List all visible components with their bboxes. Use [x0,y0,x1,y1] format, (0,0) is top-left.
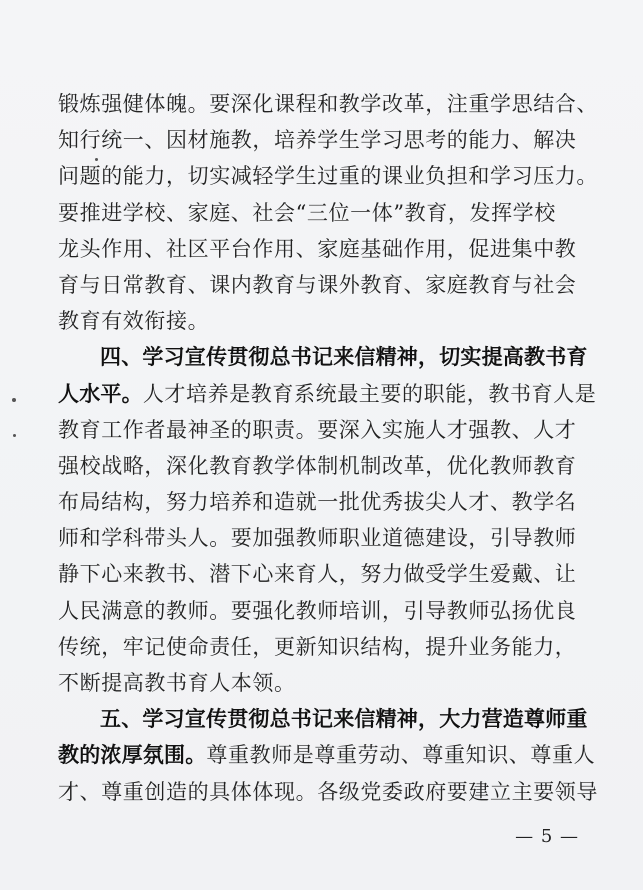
text-line [58,774,598,810]
body-text: 师和学科带头人。要加强教师职业道德建设，引导教师 [58,526,577,551]
text-line [58,412,578,448]
page-number: — 5 — [515,826,579,847]
body-text: 布局结构，努力培养和造就一批优秀拔尖人才、教学名 [58,490,577,515]
text-line [58,593,578,629]
text-line [58,267,578,303]
text-line [58,737,596,773]
text-line [58,556,578,592]
text-line [58,231,578,267]
body-text: 锻炼强健体魄。要深化课程和教学改革，注重学思结合、 [58,92,598,116]
body-text: 才、尊重创造的具体体现。各级党委政府要建立主要领导 [58,779,598,804]
body-text: 人民满意的教师。要强化教师培训，引导教师弘扬优良 [58,598,577,623]
section-heading: 人水平。 [58,381,143,406]
text-line [58,122,578,158]
body-text: 不断提高教书育人本领。 [58,671,296,695]
text-line [58,86,598,122]
document-body [58,86,598,810]
scan-speck [95,158,98,161]
body-text: 传统，牢记使命责任，更新知识结构，提升业务能力， [58,634,577,659]
body-text: 知行统一、因材施教，培养学生学习思考的能力、解决 [58,128,577,153]
body-text: 要推进学校、家庭、社会“三位一体”教育，发挥学校 [58,200,556,225]
scan-speck [13,434,16,437]
text-line [58,158,598,194]
section-heading: 五、学习宣传贯彻总书记来信精神，大力营造尊师重 [100,707,588,732]
scan-speck [12,398,16,402]
body-text: 人才培养是教育系统最主要的职能，教书育人是 [142,381,597,406]
section-heading: 教的浓厚氛围。 [58,743,207,768]
text-line [58,629,578,665]
text-line [58,303,578,339]
body-text: 问题的能力，切实减轻学生过重的课业负担和学习压力。 [58,164,598,189]
text-line [58,484,578,520]
body-text: 静下心来教书、潜下心来育人，努力做受学生爱戴、让 [58,562,577,587]
text-line [58,665,578,701]
body-text: 强校战略，深化教育教学体制机制改革，优化教师教育 [58,453,577,478]
body-text: 龙头作用、社区平台作用、家庭基础作用，促进集中教 [58,236,577,261]
section-heading: 四、学习宣传贯彻总书记来信精神，切实提高教书育 [100,345,588,370]
body-text: 教育工作者最神圣的职责。要深入实施人才强教、人才 [58,417,577,442]
text-line [58,339,588,375]
body-text: 教育有效衔接。 [58,309,210,334]
text-line [58,701,588,737]
text-line [58,448,578,484]
body-text: 育与日常教育、课内教育与课外教育、家庭教育与社会 [58,272,577,297]
body-text: 尊重教师是尊重劳动、尊重知识、尊重人 [206,743,596,768]
text-line [58,520,578,556]
text-line [58,195,578,231]
text-line [58,376,597,412]
